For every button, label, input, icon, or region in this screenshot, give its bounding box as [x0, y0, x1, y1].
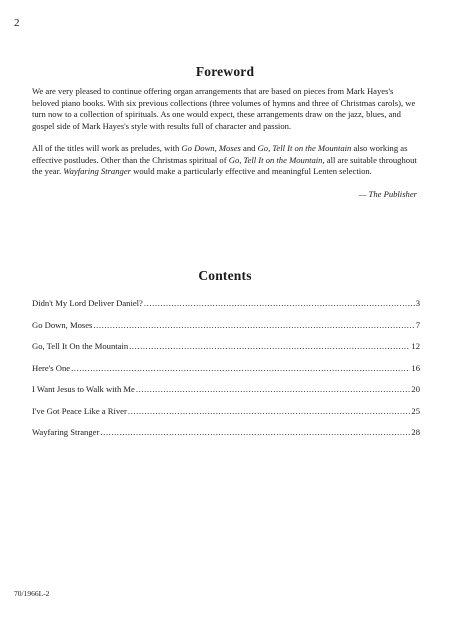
foreword-paragraph-2	[32, 143, 420, 178]
foreword-paragraph-1: We are very pleased to continue offering organ arrangements that are based on pieces from Mark Hayes's beloved piano books. With six previous collections (three volumes of hymns and three of Christmas carols), we turn now to a collection of spirituals. As one would expect, these arrangements draw on the jazz, blues, and gospel side of Mark Hayes's style with results full of character and passion.	[32, 86, 416, 131]
paragraph-text: would make a particularly effective and meaningful Lenten selection.	[130, 166, 372, 177]
contents-entry	[32, 298, 420, 320]
contents-entry-title: Didn't My Lord Deliver Daniel?	[32, 298, 143, 308]
contents-heading: Contents	[198, 268, 252, 283]
contents-entry-page: 3	[415, 298, 420, 308]
dot-leader	[93, 320, 414, 330]
contents-entry-title: I've Got Peace Like a River	[32, 405, 127, 416]
contents-entry-page: 20	[411, 384, 420, 394]
paragraph-text: All of the titles will work as preludes, with	[32, 143, 182, 153]
paragraph-text: and	[240, 143, 258, 153]
contents-entry	[32, 384, 420, 406]
foreword-heading: Foreword	[195, 64, 255, 79]
contents-list	[32, 298, 420, 449]
contents-entry-title: Wayfaring Stranger	[32, 427, 100, 437]
dot-leader	[144, 298, 415, 308]
paragraph-text: , all are suitable throughout the year.	[32, 154, 417, 177]
contents-entry-page: 28	[411, 427, 420, 437]
contents-entry	[32, 341, 420, 363]
publisher-signature: — The Publisher	[358, 189, 417, 199]
catalog-number: 70/1966L-2	[14, 589, 50, 598]
contents-entry-title: Go, Tell It On the Mountain	[32, 341, 129, 351]
contents-entry-page: 25	[411, 405, 420, 416]
contents-entry	[32, 427, 420, 449]
page-number: 2	[14, 17, 20, 29]
contents-entry-page: 12	[411, 341, 420, 351]
title-go-down-moses: Go Down, Moses	[181, 143, 241, 153]
dot-leader	[136, 384, 411, 394]
contents-entry	[32, 406, 420, 428]
dot-leader	[129, 341, 410, 351]
contents-entry	[32, 363, 420, 385]
contents-entry-page: 16	[411, 362, 420, 373]
dot-leader	[128, 406, 411, 416]
paragraph-text: also working as effective postludes. Other than the Christmas spiritual of	[32, 143, 408, 165]
title-go-tell-it: Go, Tell It on the Mountain	[257, 143, 352, 153]
contents-entry-title: I Want Jesus to Walk with Me	[32, 384, 135, 394]
contents-entry-page: 7	[415, 319, 420, 330]
title-wayfaring-stranger: Wayfaring Stranger	[63, 166, 131, 177]
title-go-tell-it: Go, Tell It on the Mountain	[228, 154, 323, 165]
contents-entry	[32, 320, 420, 342]
contents-entry-title: Here's One	[32, 362, 71, 373]
dot-leader	[100, 427, 410, 437]
contents-entry-title: Go Down, Moses	[32, 319, 93, 330]
dot-leader	[71, 363, 410, 373]
